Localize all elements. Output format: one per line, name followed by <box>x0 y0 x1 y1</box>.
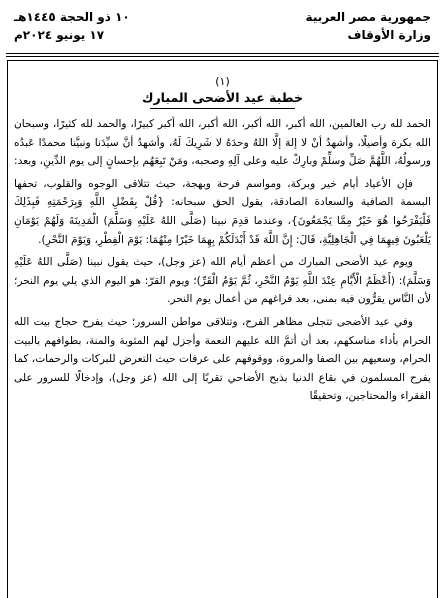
header-divider-top <box>6 53 439 54</box>
paragraph: فإن الأعياد أيام خير وبركة، ومواسم فرحة وبهجة، حيث تتلاقى الوجوه والقلوب، تحفها البسمة الصافية والسعادة الصادقة، يقول الحق سبحانه: {قُلْ بِفَضْلِ اللَّهِ وَبِرَحْمَتِهِ فَبِذَلِكَ فَلْيَفْرَحُوا هُوَ خَيْرٌ مِمَّا يَجْمَعُونَ}، وعندما قدِمَ نبينا (صَلَّى اللهُ عَلَيْهِ وَسَلَّمَ) الْمَدِينَةَ وَلَهُمْ يَوْمَانِ يَلْعَبُونَ فِيهِمَا فِي الْجَاهِلِيَّةِ، قَالَ: إِنَّ اللَّهَ قَدْ أَبْدَلَكُمْ بِهِمَا خَيْرًا مِنْهُمَا: يَوْمَ الْفِطْرِ، وَيَوْمَ النَّحْرِ). <box>14 177 431 246</box>
sermon-body <box>14 115 431 410</box>
country-name: جمهورية مصر العربية <box>305 10 431 24</box>
header-dates <box>14 8 130 44</box>
hijri-date: ١٠ ذو الحجة ١٤٤٥هـ <box>14 10 130 24</box>
sermon-heading <box>0 74 445 107</box>
header-issuer <box>306 8 431 44</box>
title-underline <box>150 108 295 109</box>
gregorian-date: ١٧ يونيو ٢٠٢٤م <box>14 28 105 42</box>
header-divider-bottom <box>6 56 439 57</box>
sermon-title: خطبة عيد الأضحى المبارك <box>142 90 303 105</box>
sermon-number: (١) <box>215 75 230 88</box>
paragraph: وفي عيد الأضحى تتجلى مظاهر الفرح، وتتلاقى مواطن السرور؛ حيث يفرح حجاج بيت الله الحرام بأداء مناسكهم، بعد أن أتمَّ الله عليهم النعمة وأجزل لهم المثوبة والمنة، بطوافهم بالبيت الحرام، وسعيهم بين الصفا والمروة، ووقوفهم على عرفات حيث التعرض للبركات والرحمات، كما يفرح المسلمون في بقاع الدنيا بذبح الأضاحي تقربًا إلى الله (عز وجل)، وإدخالًا للسرور على الفقراء والمحتاجين، وتحقيقًا <box>14 315 431 403</box>
ministry-name: وزارة الأوقاف <box>347 28 431 42</box>
paragraph: الحمد لله رب العالمين، الله أكبر، الله أكبر، الله أكبر، الله أكبر كبيرًا، والحمد لله كثيرًا، وسبحان الله بكرة وأصيلًا، وأشهدُ أنْ لا إلهَ إلَّا اللهُ وحدَهُ لا شَرِيكَ لَهُ، وأشهدُ أنَّ سيِّدَنا ونبيَّنا محمدًا عَبدُه ورسولُهُ، اللَّهُمَّ صَلِّ وسلِّمْ وبارِكْ عليه وعلى آلِهِ وصحبه، ومَنْ تَبِعَهُم بإحسانٍ إلى يوم الدِّينِ، وبعد: <box>14 118 431 168</box>
paragraph: ويوم عيد الأضحى المبارك من أعظم أيام الله (عز وجل)، حيث يقول نبينا (صَلَّى اللهُ عَلَيْهِ وَسَلَّمَ): (أَعْظَمُ الْأَيَّامِ عِنْدَ اللَّهِ يَوْمُ النَّحْرِ، ثُمَّ يَوْمُ الْقَرِّ)؛ ويوم القرّ: هو اليوم الذي يلي يوم النحر؛ لأن النَّاس يقرُّون فيه بمنى، بعد فراغهم من أعمال يوم النحر. <box>14 256 431 306</box>
